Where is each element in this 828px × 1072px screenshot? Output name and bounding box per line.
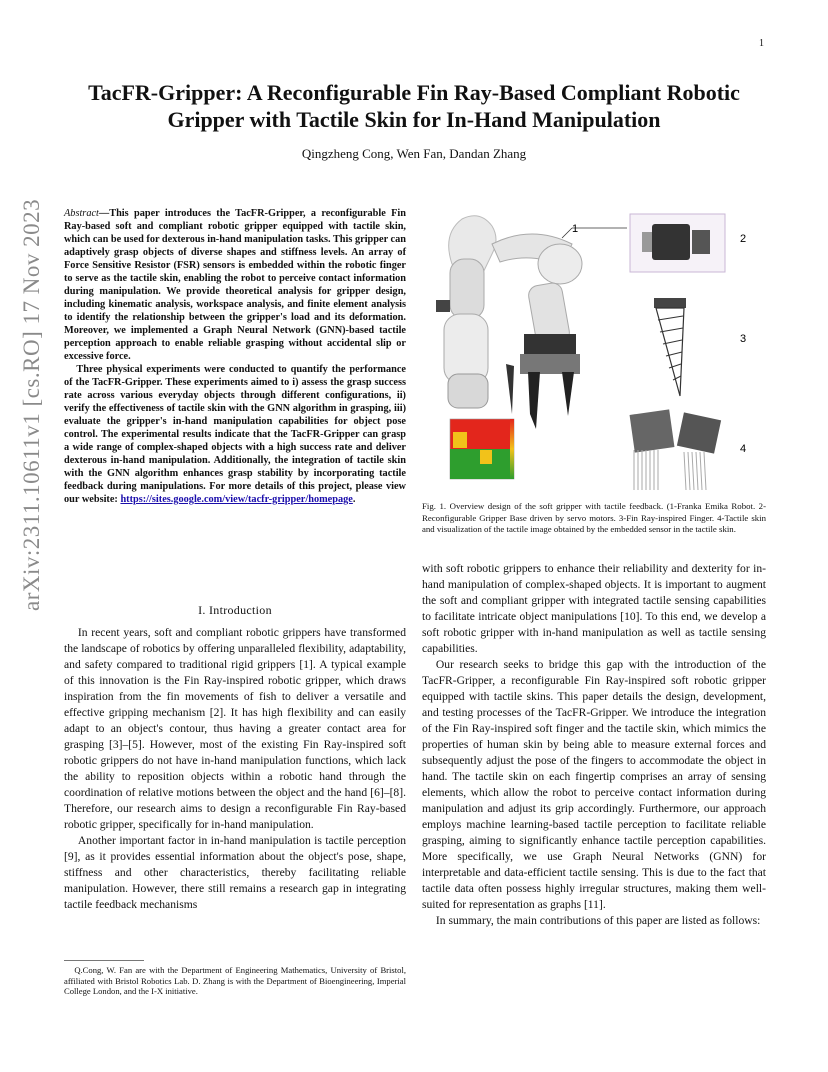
- footnote: Q.Cong, W. Fan are with the Department of Engineering Mathematics, University of Bristol, affiliated with Bristol Robotics Lab. D. Zhang is with the Department of Bioengineering, Imperial College London, and the I-X initiative.: [64, 965, 406, 996]
- introduction-body: [64, 625, 406, 913]
- figure-label-2: 2: [740, 233, 747, 245]
- abstract-paragraph-1: [64, 207, 406, 363]
- abstract: [64, 207, 406, 506]
- figure-label-4: 4: [740, 443, 747, 455]
- leader-line-1: [562, 228, 572, 238]
- right-paragraph-2: Our research seeks to bridge this gap with the introduction of the TacFR-Gripper, a reconfigurable Fin Ray-inspired soft robotic gripper equipped with tactile skins. This paper details the design, development, and testing processes of the TacFR-Gripper. We introduce the integration of the Fin Ray-inspired soft finger and the tactile skin, which mimics the properties of human skin by being able to measure external forces and subsequently adjust the pose of the fingers to accommodate the object in hand. The tactile skin on each fingertip comprises an array of sensing elements, which allow the robot to perceive contact information during manipulation and adjust its grip accordingly. Furthermore, our approach employs machine learning-based tactile perception to facilitate reliable grasping, aiming to significantly enhance tactile perception capabilities. More specifically, we use Graph Neural Networks (GNN) for interpretable and data-efficient tactile sensing. This is due to the fact that tactile data often possess highly irregular structures, making them well-suited for representation as graphs [11].: [422, 658, 766, 911]
- intro-paragraph-2: Another important factor in in-hand manipulation is tactile perception [9], as it provides essential information about the object's pose, shape, stiffness and other characteristics, thereby facilitating reliable manipulation. However, there still remains a research gap in integrating tactile feedback mechanisms: [64, 834, 406, 911]
- paper-title: TacFR-Gripper: A Reconfigurable Fin Ray-Based Compliant Robotic Gripper with Tactile Skin for In-Hand Manipulation: [88, 80, 740, 132]
- gripper-base-inset: [630, 214, 725, 272]
- figure-label-3: 3: [740, 333, 747, 345]
- paper-authors: Qingzheng Cong, Wen Fan, Dandan Zhang: [301, 146, 527, 161]
- tactile-skin-inset: [630, 409, 722, 490]
- abstract-end: .: [352, 494, 356, 505]
- right-paragraph-1: with soft robotic grippers to enhance their reliability and dexterity for in-hand manipulation of complex-shaped objects. It is important to augment the soft and compliant gripper with integrated tactile sensing capabilities to facilitate intricate object manipulations [10]. To this end, we develop a soft robotic gripper with in-hand manipulation as well as tactile sensing capabilities.: [422, 562, 766, 655]
- abstract-label: Abstract: [64, 208, 99, 219]
- section-heading-introduction: I. Introduction: [198, 603, 272, 617]
- tactile-heatmap: [450, 419, 514, 479]
- right-paragraph-3: In summary, the main contributions of this paper are listed as follows:: [435, 914, 761, 927]
- page-number: 1: [759, 38, 764, 49]
- arxiv-stamp: arXiv:2311.10611v1 [cs.RO] 17 Nov 2023: [19, 198, 44, 611]
- right-column-body: [422, 561, 766, 929]
- figure-label-1: 1: [572, 223, 579, 235]
- project-website-link[interactable]: https://sites.google.com/view/tacfr-gripper/homepage: [120, 494, 353, 505]
- abstract-text-1: —This paper introduces the TacFR-Gripper, a reconfigurable Fin Ray-based soft and compliant robotic gripper equipped with tactile skin, which can be used for dexterous in-hand manipulation tasks. This gripper can adaptively grasp objects of diverse shapes and stiffness levels. An array of Force Sensitive Resistor (FSR) sensors is embedded within the robotic finger to serve as the tactile skin, enabling the robot to perceive contact information during manipulation. We provide theoretical analysis for gripper design, including kinematic analysis, workspace analysis, and finite element analysis to identify the relationship between the gripper's load and its deformation. Moreover, we implemented a Graph Neural Network (GNN)-based tactile perception approach to enable reliable grasping without accidental slip or excessive force.: [64, 208, 406, 362]
- footnote-rule: [64, 960, 144, 961]
- figure-1: [422, 204, 766, 492]
- abstract-text-2: Three physical experiments were conducted to quantify the performance of the TacFR-Gripper. These experiments aimed to i) assess the grasp success rate across various everyday objects through different configurations, ii) verify the effectiveness of tactile skin with the GNN algorithm in grasping, iii) evaluate the gripper's in-hand manipulation capabilities for object pose control. The experimental results indicate that the TacFR-Gripper can grasp a wide range of complex-shaped objects with a high success rate and deliver dexterous in-hand manipulation. Additionally, the integration of tactile skin with the GNN algorithm enhances grasp stability by incorporating tactile feedback during manipulations. For more details of this project, please view our website:: [64, 364, 406, 505]
- fin-ray-finger-inset: [654, 298, 686, 396]
- figure-caption: Fig. 1. Overview design of the soft gripper with tactile feedback. (1-Franka Emika Robot. 2-Reconfigurable Gripper Base driven by servo motors. 3-Fin Ray-inspired Finger. 4-Tactile skin and visualization of the tactile image obtained by the embedded sensor in the tactile skin.: [422, 501, 766, 534]
- abstract-paragraph-2: [64, 363, 406, 506]
- robot-arm-illustration: [436, 216, 582, 429]
- intro-paragraph-1: In recent years, soft and compliant robotic grippers have transformed the landscape of robotics by offering unparalleled flexibility, adaptability, and safety compared to traditional rigid grippers [1]. A typical example of this innovation is the Fin Ray-inspired robotic gripper, which draws inspiration from the fin movements of fish to deliver a versatile and effective gripping mechanism [2]. It has high flexibility and can easily adapt to an object's contour, thus having a greater contact area for grasping [3]–[5]. However, most of the existing Fin Ray-inspired soft robotic grippers do not have in-hand manipulation functions, which lack the ability to reposition objects within a robotic hand through the coordination of relative motions between the object and the hand [6]–[8]. Therefore, our research aims to design a reconfigurable Fin Ray-based robotic gripper, specifically for in-hand manipulation.: [64, 626, 406, 831]
